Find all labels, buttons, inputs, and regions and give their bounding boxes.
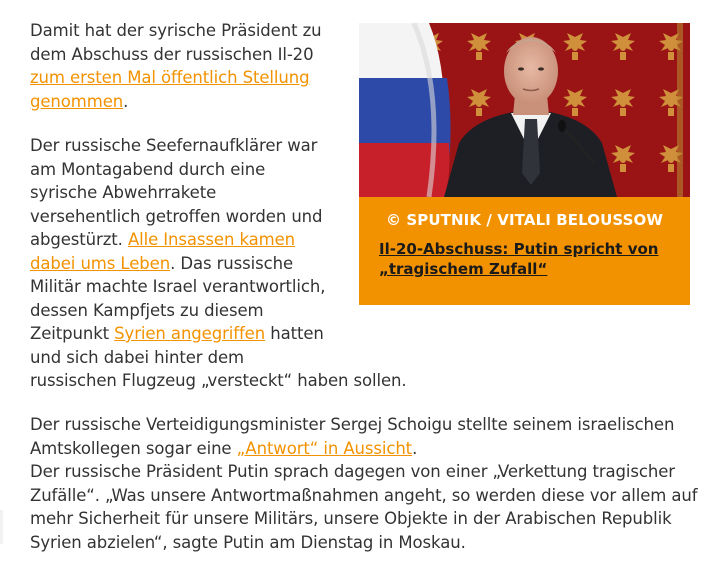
- link-antwort[interactable]: „Antwort“ in Aussicht: [236, 438, 413, 458]
- paragraph-1: [30, 19, 330, 113]
- link-stellungnahme[interactable]: zum ersten Mal öffentlich Stellung genommen: [30, 68, 310, 111]
- paragraph-text: Damit hat der syrische Präsident zu dem Abschuss der russischen Il-20: [30, 21, 322, 64]
- paragraph-3: [30, 413, 700, 554]
- paragraph-text: . Das russische Militär machte Israel verantwortlich, dessen Kampfjets zu diesem Zeitpunkt: [30, 253, 326, 343]
- teaser-photo[interactable]: [359, 23, 690, 197]
- paragraph-text: .: [123, 91, 129, 111]
- photo-credit: © SPUTNIK / VITALI BELOUSSOW: [385, 211, 663, 229]
- paragraph-text: .: [412, 438, 418, 458]
- link-syrien-angegriffen[interactable]: Syrien angegriffen: [114, 324, 266, 343]
- side-edge-decoration: [0, 510, 3, 544]
- paragraph-text: Der russische Verteidigungsminister Sergej Schoigu stellte seinem israelischen Amtskollegen sogar eine: [30, 415, 675, 458]
- paragraph-text: Der russische Präsident Putin sprach dagegen von einer „Verkettung tragischer Zufälle“. „Was unsere Antwortmaßnahmen angeht, so werden diese vor allem auf mehr Sicherheit für unsere Militärs, unsere Objekte in der Arabischen Republik Syrien abzielen“, sagte Putin am Dienstag in Moskau.: [30, 462, 698, 552]
- teaser-headline[interactable]: Il-20-Abschuss: Putin spricht von „tragischem Zufall“: [379, 240, 659, 278]
- photo-illustration: [359, 23, 690, 197]
- related-article-teaser[interactable]: [359, 23, 690, 305]
- paragraph-text: hatten und sich dabei hinter dem russischen Flugzeug „versteckt“ haben sollen.: [30, 324, 407, 390]
- paragraph-text: Der russische Seefernaufklärer war am Montagabend durch eine syrische Abwehrrakete versehentlich getroffen worden und abgestürzt.: [30, 136, 323, 249]
- link-insassen[interactable]: Alle Insassen kamen dabei ums Leben: [30, 230, 296, 273]
